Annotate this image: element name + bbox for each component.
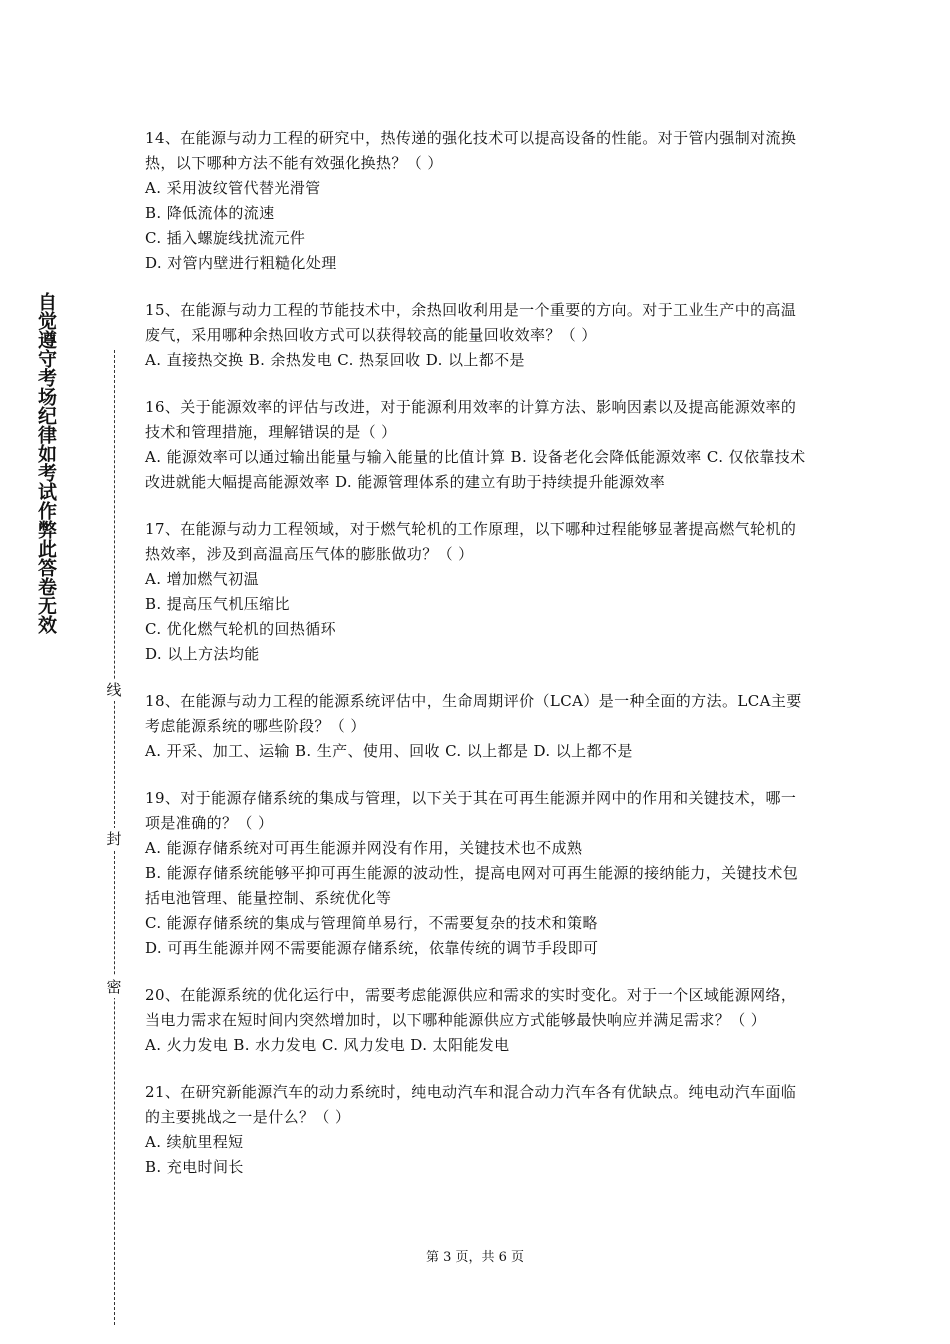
question-stem: 18、在能源与动力工程的能源系统评估中，生命周期评价（LCA）是一种全面的方法。LCA主要考虑能源系统的哪些阶段？（ ） [145,692,802,735]
option-b: B. 充电时间长 [145,1158,244,1176]
option-c: C. 优化燃气轮机的回热循环 [145,620,337,638]
question-stem: 20、在能源系统的优化运行中，需要考虑能源供应和需求的实时变化。对于一个区域能源网络，当电力需求在短时间内突然增加时，以下哪种能源供应方式能够最快响应并满足需求？（ ） [145,986,797,1029]
question-14 [145,126,810,276]
option-d: D. 对管内壁进行粗糙化处理 [145,254,337,272]
question-20 [145,983,810,1058]
options-inline: A. 直接热交换 B. 余热发电 C. 热泵回收 D. 以上都不是 [145,351,525,369]
options-inline: A. 能源效率可以通过输出能量与输入能量的比值计算 B. 设备老化会降低能源效率 C. 仅依靠技术改进就能大幅提高能源效率 D. 能源管理体系的建立有助于持续提升能源效率 [145,448,806,491]
option-c: C. 插入螺旋线扰流元件 [145,229,306,247]
option-c: C. 能源存储系统的集成与管理简单易行，不需要复杂的技术和策略 [145,914,598,932]
question-stem: 15、在能源与动力工程的节能技术中，余热回收利用是一个重要的方向。对于工业生产中的高温废气，采用哪种余热回收方式可以获得较高的能量回收效率？（ ） [145,301,797,344]
page-number: 第 3 页，共 6 页 [425,1250,525,1265]
option-a: A. 续航里程短 [145,1133,244,1151]
question-stem: 14、在能源与动力工程的研究中，热传递的强化技术可以提高设备的性能。对于管内强制对流换热，以下哪种方法不能有效强化换热？（ ） [145,129,797,172]
binding-mark-seal: 封 [104,828,124,850]
option-d: D. 可再生能源并网不需要能源存储系统，依靠传统的调节手段即可 [145,939,599,957]
question-stem: 19、对于能源存储系统的集成与管理，以下关于其在可再生能源并网中的作用和关键技术，哪一项是准确的？（ ） [145,789,797,832]
binding-mark-line: 线 [104,679,124,701]
options-inline: A. 火力发电 B. 水力发电 C. 风力发电 D. 太阳能发电 [145,1036,510,1054]
question-18 [145,689,810,764]
option-a: A. 能源存储系统对可再生能源并网没有作用，关键技术也不成熟 [145,839,583,857]
option-b: B. 能源存储系统能够平抑可再生能源的波动性，提高电网对可再生能源的接纳能力，关键技术包括电池管理、能量控制、系统优化等 [145,864,799,907]
options-inline: A. 开采、加工、运输 B. 生产、使用、回收 C. 以上都是 D. 以上都不是 [145,742,633,760]
option-b: B. 提高压气机压缩比 [145,595,290,613]
option-d: D. 以上方法均能 [145,645,260,663]
question-stem: 16、关于能源效率的评估与改进，对于能源利用效率的计算方法、影响因素以及提高能源效率的技术和管理措施，理解错误的是（ ） [145,398,797,441]
question-19 [145,786,810,961]
question-stem: 21、在研究新能源汽车的动力系统时，纯电动汽车和混合动力汽车各有优缺点。纯电动汽车面临的主要挑战之一是什么？（ ） [145,1083,797,1126]
option-b: B. 降低流体的流速 [145,204,275,222]
question-21 [145,1080,810,1180]
exam-discipline-notice: 自觉遵守考场纪律如考试作弊此答卷无效 [35,292,57,634]
question-15 [145,298,810,373]
option-a: A. 增加燃气初温 [145,570,259,588]
binding-mark-secret: 密 [104,976,124,998]
question-16 [145,395,810,495]
question-17 [145,517,810,667]
option-a: A. 采用波纹管代替光滑管 [145,179,321,197]
question-stem: 17、在能源与动力工程领域，对于燃气轮机的工作原理，以下哪种过程能够显著提高燃气轮机的热效率，涉及到高温高压气体的膨胀做功？（ ） [145,520,797,563]
question-list [145,126,810,1202]
